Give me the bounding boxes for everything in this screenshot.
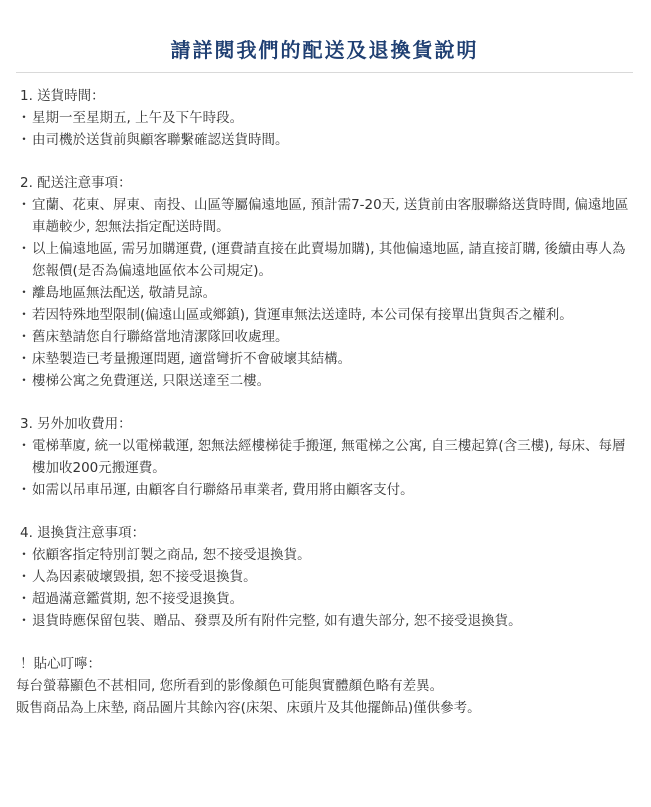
reminder-heading: ！貼心叮嚀： (20, 656, 101, 672)
list-item-text: 星期一至星期五, 上午及下午時段。 (32, 110, 244, 126)
list-item (16, 610, 633, 632)
bullet-icon: ・ (17, 307, 31, 323)
list-item-text: 由司機於送貨前與顧客聯繫確認送貨時間。 (32, 132, 289, 148)
bullet-icon: ・ (17, 547, 31, 563)
reminder-line: 販售商品為上床墊, 商品圖片其餘內容(床架、床頭片及其他擺飾品)僅供參考。 (16, 700, 481, 716)
section-heading: 2. 配送注意事項： (20, 175, 132, 191)
list-item-text: 宜蘭、花東、屏東、南投、山區等屬偏遠地區, 預計需7-20天, 送貨前由客服聯絡送貨時間, 偏遠地區車趟較少, 恕無法指定配送時間。 (32, 197, 629, 235)
list-item-text: 依顧客指定特別訂製之商品, 恕不接受退換貨。 (32, 547, 311, 563)
bullet-icon: ・ (17, 285, 31, 301)
page-title: 請詳閱我們的配送及退換貨說明 (170, 38, 479, 62)
list-item-text: 以上偏遠地區, 需另加購運費, (運費請直接在此賣場加購), 其他偏遠地區, 請直接訂購, 後續由專人為您報價(是否為偏遠地區依本公司規定)。 (32, 241, 626, 279)
section-delivery-time (16, 85, 633, 151)
bullet-icon: ・ (17, 132, 31, 148)
list-item-text: 電梯華廈, 統一以電梯載運, 恕無法經樓梯徒手搬運, 無電梯之公寓, 自三樓起算(含三樓), 每床、每層樓加收200元搬運費。 (32, 438, 626, 476)
bullet-icon: ・ (17, 591, 31, 607)
list-item (16, 544, 633, 566)
list-item-text: 退貨時應保留包裝、贈品、發票及所有附件完整, 如有遺失部分, 恕不接受退換貨。 (32, 613, 522, 629)
section-heading: 4. 退換貨注意事項： (20, 525, 146, 541)
bullet-icon: ・ (17, 110, 31, 126)
reminder-note (16, 653, 633, 719)
list-item (16, 282, 633, 304)
list-item (16, 370, 633, 392)
list-item (16, 566, 633, 588)
list-item (16, 588, 633, 610)
bullet-icon: ・ (17, 197, 31, 213)
list-item-text: 人為因素破壞毀損, 恕不接受退換貨。 (32, 569, 257, 585)
section-returns (16, 522, 633, 632)
section-heading: 1. 送貨時間： (20, 88, 105, 104)
list-item (16, 194, 633, 238)
section-delivery-notes (16, 172, 633, 392)
list-item-text: 如需以吊車吊運, 由顧客自行聯絡吊車業者, 費用將由顧客支付。 (32, 482, 414, 498)
bullet-icon: ・ (17, 329, 31, 345)
list-item-text: 舊床墊請您自行聯絡當地清潔隊回收處理。 (32, 329, 289, 345)
list-item-text: 樓梯公寓之免費運送, 只限送達至二樓。 (32, 373, 271, 389)
list-item (16, 238, 633, 282)
list-item-text: 若因特殊地型限制(偏遠山區或鄉鎮), 貨運車無法送達時, 本公司保有接單出貨與否之權利。 (32, 307, 573, 323)
list-item (16, 129, 633, 151)
bullet-icon: ・ (17, 351, 31, 367)
list-item-text: 離島地區無法配送, 敬請見諒。 (32, 285, 217, 301)
bullet-icon: ・ (17, 373, 31, 389)
list-item (16, 348, 633, 370)
reminder-line: 每台螢幕顯色不甚相同, 您所看到的影像顏色可能與實體顏色略有差異。 (16, 678, 444, 694)
list-item (16, 304, 633, 326)
list-item-text: 超過滿意鑑賞期, 恕不接受退換貨。 (32, 591, 244, 607)
section-heading: 3. 另外加收費用： (20, 416, 132, 432)
bullet-icon: ・ (17, 613, 31, 629)
list-item (16, 107, 633, 129)
title-divider (16, 72, 633, 73)
section-extra-fees (16, 413, 633, 501)
bullet-icon: ・ (17, 482, 31, 498)
bullet-icon: ・ (17, 438, 31, 454)
bullet-icon: ・ (17, 241, 31, 257)
list-item (16, 435, 633, 479)
list-item (16, 326, 633, 348)
list-item-text: 床墊製造已考量搬運問題, 適當彎折不會破壞其結構。 (32, 351, 352, 367)
list-item (16, 479, 633, 501)
bullet-icon: ・ (17, 569, 31, 585)
